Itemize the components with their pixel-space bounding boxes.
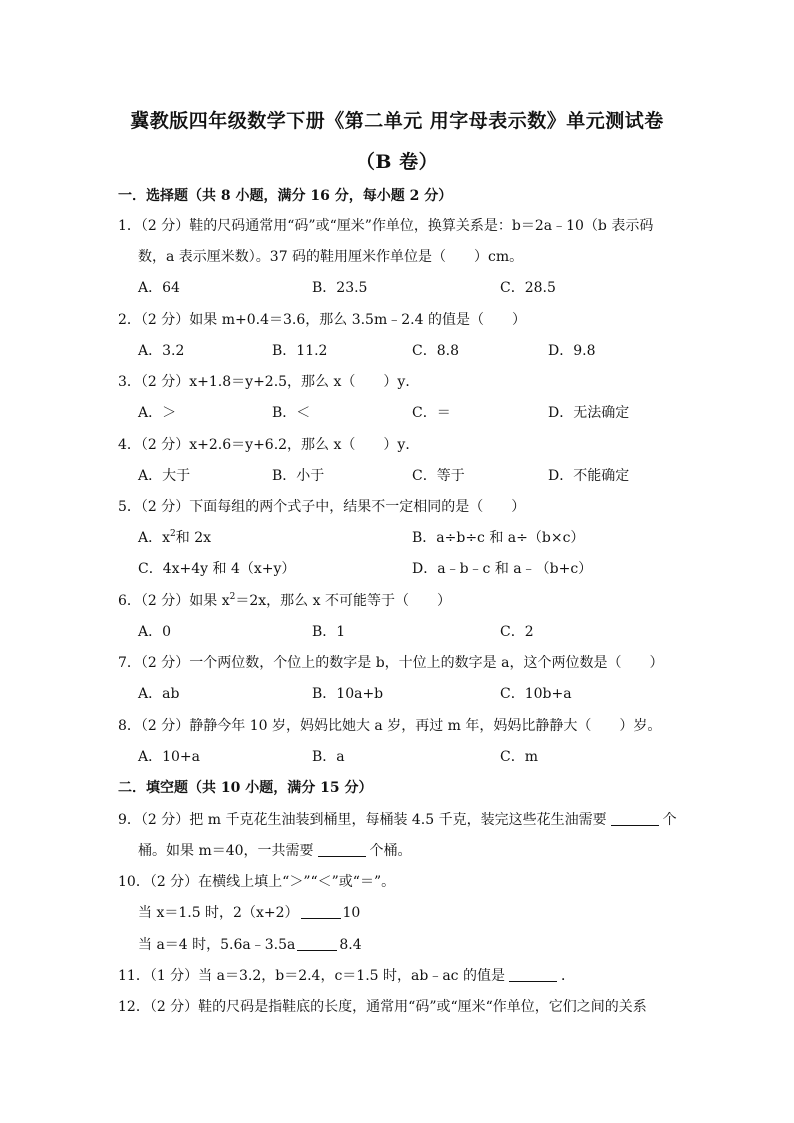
question-4-option-a: A．大于 bbox=[138, 468, 191, 484]
question-11 bbox=[118, 966, 575, 986]
question-2-option-b: B．11.2 bbox=[272, 343, 328, 359]
question-6-exponent: 2 bbox=[229, 592, 236, 602]
question-9-line-2-post: 个桶。 bbox=[369, 843, 412, 859]
question-2-option-d: D．9.8 bbox=[548, 343, 596, 359]
question-5-option-a-exponent: 2 bbox=[170, 529, 176, 539]
question-10-sub-1-pre: 当 x＝1.5 时，2（x+2） bbox=[138, 905, 299, 921]
question-8-option-a: A．10+a bbox=[138, 749, 201, 765]
question-6-text-pre: 6．（2 分）如果 x bbox=[118, 593, 230, 609]
question-10-sub-2-pre: 当 a＝4 时，5.6a﹣3.5a bbox=[138, 937, 296, 953]
section-heading-fill: 二．填空题（共 10 小题，满分 15 分） bbox=[118, 780, 373, 796]
section-heading-choice: 一．选择题（共 8 小题，满分 16 分，每小题 2 分） bbox=[118, 188, 453, 204]
question-10: 10．（2 分）在横线上填上“＞”“＜”或“＝”。 bbox=[118, 874, 396, 890]
question-3-option-d: D．无法确定 bbox=[548, 405, 630, 421]
question-10-sub-2-post: 8.4 bbox=[339, 937, 362, 953]
question-8-option-b: B．a bbox=[312, 749, 345, 765]
question-9 bbox=[118, 810, 677, 830]
question-1-line-2: 数，a 表示厘米数）。37 码的鞋用厘米作单位是（ ）cm。 bbox=[138, 249, 524, 265]
question-5-option-c: C．4x+4y 和 4（x+y） bbox=[138, 561, 296, 577]
question-4-option-d: D．不能确定 bbox=[548, 468, 630, 484]
question-9-line-2-pre: 桶。如果 m＝40，一共需要 bbox=[138, 843, 314, 859]
question-11-text-pre: 11．（1 分）当 a＝3.2，b＝2.4，c＝1.5 时，ab﹣ac 的值是 bbox=[118, 968, 505, 984]
question-1-option-a: A．64 bbox=[138, 280, 180, 296]
question-3-option-b: B．＜ bbox=[272, 405, 311, 421]
question-1-text-b: （b 表示码 bbox=[583, 218, 654, 234]
question-7: 7．（2 分）一个两位数，个位上的数字是 b，十位上的数字是 a，这个两位数是（ ） bbox=[118, 655, 664, 671]
question-10-sub-1 bbox=[138, 903, 360, 923]
question-3-option-a: A．＞ bbox=[138, 405, 177, 421]
question-5-option-d: D．a﹣b﹣c 和 a﹣（b+c） bbox=[412, 561, 593, 577]
question-1-option-b: B．23.5 bbox=[312, 280, 368, 296]
question-6 bbox=[118, 591, 451, 611]
question-3-option-c: C．＝ bbox=[412, 405, 451, 421]
question-6-option-a: A．0 bbox=[138, 624, 172, 640]
question-4-option-c: C．等于 bbox=[412, 468, 465, 484]
question-2-option-c: C．8.8 bbox=[412, 343, 459, 359]
question-6-option-c: C．2 bbox=[500, 624, 534, 640]
question-8: 8．（2 分）静静今年 10 岁，妈妈比她大 a 岁，再过 m 年，妈妈比静静大（ ）岁。 bbox=[118, 718, 662, 734]
question-4: 4．（2 分）x+2.6＝y+6.2，那么 x（ ）y． bbox=[118, 437, 420, 453]
question-7-option-c: C．10b+a bbox=[500, 686, 572, 702]
question-1-option-c: C．28.5 bbox=[500, 280, 556, 296]
question-6-text-post: ＝2x，那么 x 不可能等于（ ） bbox=[235, 593, 451, 609]
question-5: 5．（2 分）下面每组的两个式子中，结果不一定相同的是（ ） bbox=[118, 499, 526, 515]
question-5-option-a bbox=[138, 528, 211, 548]
question-2: 2．（2 分）如果 m+0.4＝3.6，那么 3.5m﹣2.4 的值是（ ） bbox=[118, 312, 526, 328]
question-5-option-b: B．a÷b÷c 和 a÷（b×c） bbox=[412, 530, 585, 546]
question-4-option-b: B．小于 bbox=[272, 468, 325, 484]
answer-blank[interactable] bbox=[297, 936, 337, 951]
question-8-option-c: C．m bbox=[500, 749, 538, 765]
question-7-option-a: A．ab bbox=[138, 686, 180, 702]
answer-blank[interactable] bbox=[509, 967, 557, 982]
question-6-option-b: B．1 bbox=[312, 624, 346, 640]
question-9-line-1-post: 个 bbox=[662, 812, 677, 828]
question-3: 3．（2 分）x+1.8＝y+2.5，那么 x（ ）y． bbox=[118, 374, 420, 390]
question-2-option-a: A．3.2 bbox=[138, 343, 185, 359]
answer-blank[interactable] bbox=[301, 904, 341, 919]
question-9-line-2 bbox=[138, 841, 412, 861]
question-9-line-1-pre: 9．（2 分）把 m 千克花生油装到桶里，每桶装 4.5 千克，装完这些花生油需要 bbox=[118, 812, 607, 828]
question-1 bbox=[118, 216, 653, 236]
question-10-sub-1-post: 10 bbox=[342, 905, 361, 921]
page-title: 冀教版四年级数学下册《第二单元 用字母表示数》单元测试卷 bbox=[130, 110, 664, 132]
question-11-text-post: ． bbox=[560, 968, 575, 984]
answer-blank[interactable] bbox=[611, 811, 659, 826]
question-1-text-a: 1．（2 分）鞋的尺码通常用“码”或“厘米”作单位，换算关系是： bbox=[118, 218, 512, 234]
question-12: 12．（2 分）鞋的尺码是指鞋底的长度，通常用“码”或“厘米“作单位，它们之间的关系 bbox=[118, 999, 647, 1015]
question-10-sub-2 bbox=[138, 935, 362, 955]
answer-blank[interactable] bbox=[318, 842, 366, 857]
page-subtitle: （B 卷） bbox=[355, 151, 439, 173]
question-5-option-a-post: 和 2x bbox=[175, 530, 212, 546]
question-7-option-b: B．10a+b bbox=[312, 686, 384, 702]
question-5-option-a-pre: A．x bbox=[138, 530, 171, 546]
question-1-formula: b＝2a﹣10 bbox=[511, 218, 584, 234]
